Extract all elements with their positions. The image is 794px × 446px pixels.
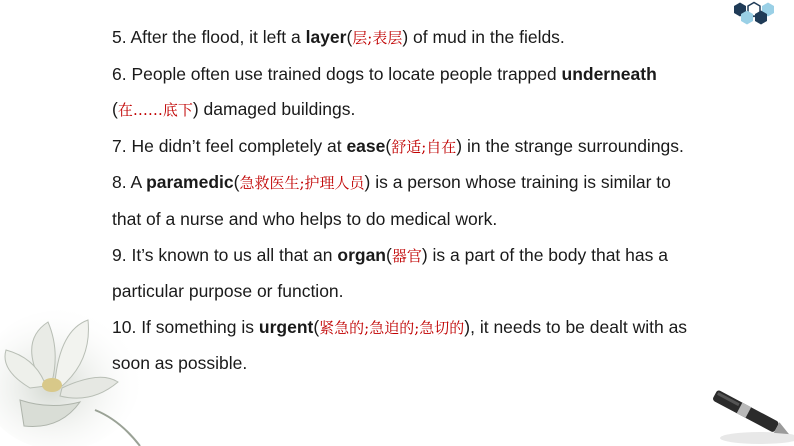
sentence-9-line-1 [112, 238, 792, 275]
sentence-8-line-1 [112, 165, 792, 202]
sentence-5-line-1 [112, 20, 792, 57]
sentence-text: 10. If something is [112, 316, 259, 337]
chinese-meaning: 急救医生;护理人员 [239, 174, 365, 193]
chinese-meaning: 紧急的;急迫的;急切的 [319, 318, 465, 337]
sentence-text: 5. After the flood, it left a [112, 27, 306, 47]
open-paren: ( [386, 244, 392, 265]
vocabulary-sentences [112, 20, 792, 382]
open-paren: ( [346, 27, 353, 47]
sentence-text: ), it needs to be dealt with as [464, 316, 688, 337]
sentence-text: 6. People often use trained dogs to locate people trapped [112, 63, 562, 84]
keyword-layer: layer [305, 27, 347, 47]
keyword-paramedic: paramedic [146, 172, 234, 193]
chinese-meaning: 在……底下 [117, 101, 193, 120]
chinese-meaning: 器官 [391, 246, 422, 265]
pen-illustration [700, 380, 794, 446]
chinese-meaning: 舒适;自在 [391, 137, 457, 156]
sentence-text: ) of mud in the fields. [402, 27, 565, 47]
sentence-10-line-1 [112, 310, 792, 347]
sentence-text: ) damaged buildings. [192, 99, 356, 120]
sentence-6-line-2 [112, 92, 792, 129]
sentence-text: 7. He didn’t feel completely at [112, 135, 347, 156]
sentence-text: 9. It’s known to us all that an [112, 244, 338, 265]
open-paren: ( [385, 135, 392, 156]
sentence-7-line-1 [112, 129, 792, 166]
sentence-text: ) is a person whose training is similar to [364, 172, 671, 193]
keyword-ease: ease [346, 135, 386, 156]
sentence-10-line-2 [112, 346, 792, 382]
chinese-meaning: 层;表层 [352, 29, 403, 47]
sentence-text: ) in the strange surroundings. [456, 135, 684, 156]
open-paren: ( [233, 172, 240, 193]
keyword-urgent: urgent [258, 316, 314, 337]
open-paren: ( [112, 99, 118, 120]
sentence-text: 8. A [112, 172, 147, 193]
sentence-text: ) is a part of the body that has a [421, 244, 668, 265]
sentence-text: that of a nurse and who helps to do medical work. [112, 208, 498, 229]
open-paren: ( [313, 316, 320, 337]
sentence-9-line-2 [112, 274, 792, 310]
keyword-underneath: underneath [561, 63, 657, 84]
keyword-organ: organ [337, 244, 386, 265]
sentence-text: soon as possible. [112, 353, 248, 374]
sentence-8-line-2 [112, 202, 792, 238]
sentence-text: particular purpose or function. [112, 281, 344, 302]
sentence-6-line-1 [112, 57, 792, 93]
